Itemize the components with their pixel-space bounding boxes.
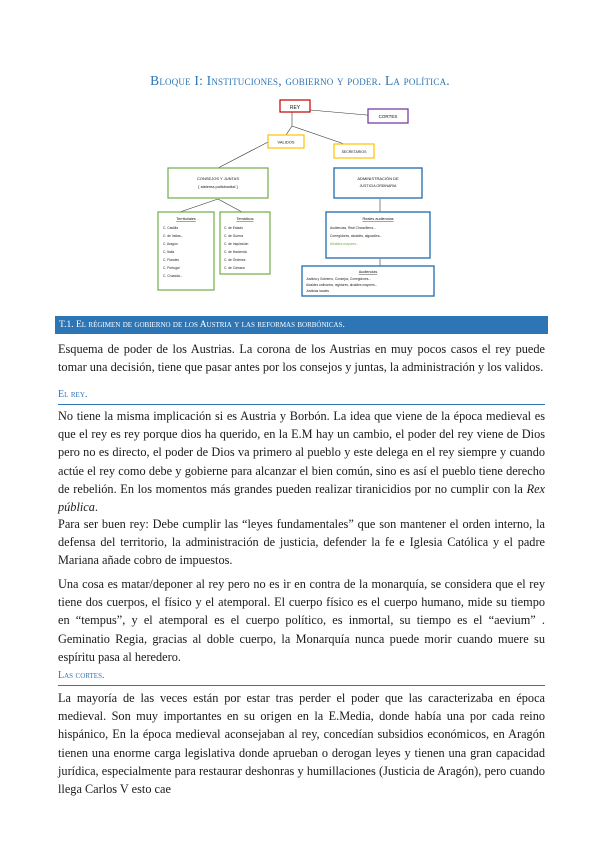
tematicos-item: C. de Cámara [224,266,245,270]
tematicos-item: C. de Hacienda [224,250,247,254]
tematicos-item: C. de Inquisición [224,242,249,246]
tematicos-item: C. de Guerra [224,234,244,238]
territoriales-item: C. Aragón [163,242,178,246]
consejos-box [168,168,268,198]
tematicos-title: Temáticos [236,217,254,221]
secretarios-label: SECRETARIOS [341,150,367,154]
rey-p1-end: . [94,500,98,515]
page-title: Bloque I: Instituciones, gobierno y poder. La política. [150,73,450,88]
territoriales-item: C. Castilla [163,226,179,230]
consejos-sub: [ sistema polisinodial ] [198,184,238,189]
reales-line: Alcaldes mayores... [330,242,359,246]
validos-label: VALIDOS [277,139,295,145]
audiencias-line: Alcaldes ordinarios, regidores, alcaldes mayores... [306,283,378,287]
rey-label: REY [289,105,301,111]
admin-box [334,168,422,198]
tematicos-item: C. de Órdenes [224,258,246,262]
rey-paragraph-1 [58,407,545,516]
territoriales-item: C. Italia [163,250,175,254]
territoriales-title: Territoriales [176,217,196,221]
intro-paragraph: Esquema de poder de los Austrias. La corona de los Austrias en muy pocos casos el rey puede tomar una decisión, tiene que pasar antes por los consejos y juntas, la administración y los validos. [58,342,545,375]
reales-title: Reales audiencias [362,217,394,221]
audiencias-title: Audiencias [358,270,378,274]
territoriales-item: C. Flandes [163,258,179,262]
admin-title: ADMINISTRACIÓN DE [357,176,399,181]
cortes-paragraph-1: La mayoría de las veces están por estar tras perder el poder que las caracterizaba en época medieval. Son muy importantes en su origen en la E.Media, donde había una por cada reino hispánico, En la época medieval aconsejaban al rey, concedían subsidios económicos, en Aragón tienen una enorme carga legislativa donde aprueban o derogan leyes y tienen una gran capacidad jurídica, especialmente para restaurar deshonras y humillaciones (Justicia de Aragón), pero cuando llega Carlos V esto cae [58,691,545,797]
reales-line: Audiencias, Real Chancillería... [330,226,376,230]
rex-publica: Rex pública [58,481,545,515]
territoriales-item: C. de Indias... [163,234,184,238]
rey-heading: El rey. [58,389,545,405]
rey-paragraph-3: Una cosa es matar/deponer al rey pero no es ir en contra de la monarquía, se considera que el rey tiene dos cuerpos, el físico y el atemporal. El cuerpo físico es el cuerpo humano, mide su tiempo en “tempus”, y el atemporal es el cuerpo político, es inmortal, su tiempo es el “aevium” . Geminatio Regia, gracias al doble cuerpo, la Monarquía nunca puede morir cuando muere su espíritu pasa al heredero. [58,577,545,664]
rey-paragraph-2: Para ser buen rey: Debe cumplir las “leyes fundamentales” que son mantener el orden interno, la defensa del territorio, la administración de justicia, defender la fe e Iglesia Católica y el padre Mariana añade cobro de impuestos. [58,517,545,568]
audiencias-line: Justicia y Gobierno, Consejos, Corregidores... [306,277,372,281]
cortes-heading: Las cortes. [58,670,545,686]
audiencias-line: Justicias locales [306,289,330,293]
reales-line: Corregidores, alcaldes, alguaciles... [330,234,383,238]
tematicos-item: C. de Estado [224,226,244,230]
territoriales-item: C. Portugal [163,266,180,270]
consejos-title: CONSEJOS Y JUNTAS [196,176,240,181]
section-header: T.1. El régimen de gobierno de los Austria y las reformas borbónicas. [55,316,548,334]
rey-p1-text: No tiene la misma implicación si es Austria y Borbón. La idea que viene de la época medieval es que el rey es rey porque dios ha querido, en la E.M hay un cambio, el poder del rey viene de Dios pero no es directo, el poder de Dios va primero al pueblo y este delega en el rey siempre y cuando actúe el rey como debe y gobierne para alcanzar el bien común, sino es así el pueblo tiene derecho de rebelión. En los momentos más grandes pueden realizar tiranicidios por no cumplir con la [58,409,545,496]
power-diagram [150,96,450,298]
cortes-label: CORTES [378,114,398,119]
admin-sub: JUSTICIA ORDINARIA [359,184,397,188]
territoriales-item: C. Cruzada... [163,274,183,278]
